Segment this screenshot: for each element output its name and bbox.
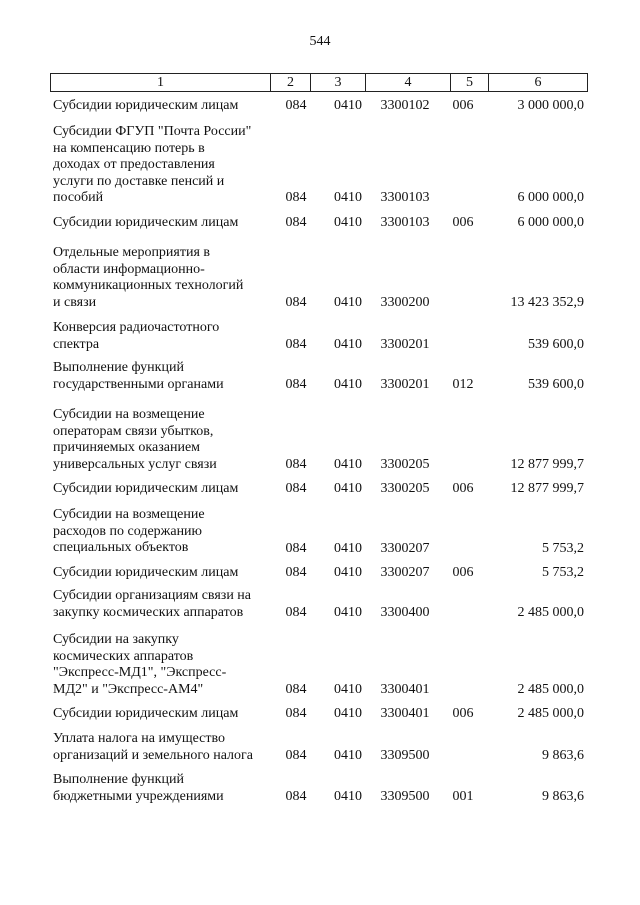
row-amount: 2 485 000,0 bbox=[517, 605, 584, 620]
row-section-code: 0410 bbox=[334, 748, 362, 763]
row-expense-type-code: 006 bbox=[452, 706, 474, 721]
row-target-article-code: 3300207 bbox=[380, 541, 430, 556]
row-department-code: 084 bbox=[285, 190, 307, 205]
row-section-code: 0410 bbox=[334, 541, 362, 556]
row-target-article-code: 3300400 bbox=[380, 605, 430, 620]
row-section-code: 0410 bbox=[334, 457, 362, 472]
row-amount: 6 000 000,0 bbox=[517, 190, 584, 205]
column-header-5: 5 bbox=[451, 74, 489, 92]
row-section-code: 0410 bbox=[334, 215, 362, 230]
column-header-2: 2 bbox=[271, 74, 311, 92]
row-department-code: 084 bbox=[285, 748, 307, 763]
row-department-code: 084 bbox=[285, 457, 307, 472]
row-target-article-code: 3300401 bbox=[380, 706, 430, 721]
row-item-name: Отдельные мероприятия в области информационно- коммуникационных технологий и связи bbox=[53, 245, 244, 310]
column-header-1: 1 bbox=[51, 74, 271, 92]
row-amount: 5 753,2 bbox=[542, 565, 584, 580]
row-item-name: Субсидии на возмещение операторам связи убытков, причиняемых оказанием универсальных услуг связи bbox=[53, 407, 217, 472]
row-target-article-code: 3309500 bbox=[380, 789, 430, 804]
row-amount: 2 485 000,0 bbox=[517, 706, 584, 721]
row-item-name: Субсидии организациям связи на закупку космических аппаратов bbox=[53, 588, 252, 620]
row-amount: 12 877 999,7 bbox=[510, 457, 584, 472]
row-item-name: Субсидии на возмещение расходов по содержанию специальных объектов bbox=[53, 507, 205, 556]
row-department-code: 084 bbox=[285, 337, 307, 352]
row-department-code: 084 bbox=[285, 98, 307, 113]
row-department-code: 084 bbox=[285, 565, 307, 580]
row-amount: 9 863,6 bbox=[542, 789, 584, 804]
row-item-name: Уплата налога на имущество организаций и земельного налога bbox=[53, 731, 253, 763]
row-item-name: Субсидии юридическим лицам bbox=[53, 706, 239, 721]
row-department-code: 084 bbox=[285, 541, 307, 556]
row-item-name: Выполнение функций государственными органами bbox=[53, 360, 224, 392]
row-section-code: 0410 bbox=[334, 682, 362, 697]
row-expense-type-code: 012 bbox=[452, 377, 474, 392]
row-section-code: 0410 bbox=[334, 377, 362, 392]
column-header-6: 6 bbox=[489, 74, 588, 92]
column-header-3: 3 bbox=[311, 74, 366, 92]
row-section-code: 0410 bbox=[334, 565, 362, 580]
row-amount: 5 753,2 bbox=[542, 541, 584, 556]
row-target-article-code: 3300201 bbox=[380, 377, 430, 392]
row-department-code: 084 bbox=[285, 295, 307, 310]
row-section-code: 0410 bbox=[334, 789, 362, 804]
row-expense-type-code: 006 bbox=[452, 481, 474, 496]
row-section-code: 0410 bbox=[334, 190, 362, 205]
row-amount: 12 877 999,7 bbox=[510, 481, 584, 496]
row-section-code: 0410 bbox=[334, 481, 362, 496]
row-target-article-code: 3300102 bbox=[380, 98, 430, 113]
row-section-code: 0410 bbox=[334, 295, 362, 310]
row-amount: 3 000 000,0 bbox=[517, 98, 584, 113]
row-target-article-code: 3300200 bbox=[380, 295, 430, 310]
row-amount: 13 423 352,9 bbox=[510, 295, 584, 310]
row-target-article-code: 3300401 bbox=[380, 682, 430, 697]
row-expense-type-code: 001 bbox=[452, 789, 474, 804]
page-number: 544 bbox=[309, 34, 331, 49]
row-department-code: 084 bbox=[285, 215, 307, 230]
row-item-name: Выполнение функций бюджетными учреждениями bbox=[53, 772, 224, 804]
row-target-article-code: 3300207 bbox=[380, 565, 430, 580]
row-expense-type-code: 006 bbox=[452, 215, 474, 230]
row-item-name: Субсидии юридическим лицам bbox=[53, 215, 239, 230]
row-target-article-code: 3309500 bbox=[380, 748, 430, 763]
row-target-article-code: 3300103 bbox=[380, 215, 430, 230]
row-department-code: 084 bbox=[285, 789, 307, 804]
row-target-article-code: 3300103 bbox=[380, 190, 430, 205]
row-department-code: 084 bbox=[285, 605, 307, 620]
row-item-name: Субсидии юридическим лицам bbox=[53, 481, 239, 496]
row-section-code: 0410 bbox=[334, 706, 362, 721]
row-target-article-code: 3300205 bbox=[380, 481, 430, 496]
row-item-name: Конверсия радиочастотного спектра bbox=[53, 320, 220, 352]
row-department-code: 084 bbox=[285, 682, 307, 697]
row-amount: 539 600,0 bbox=[528, 337, 584, 352]
row-amount: 6 000 000,0 bbox=[517, 215, 584, 230]
column-header-4: 4 bbox=[366, 74, 451, 92]
row-department-code: 084 bbox=[285, 481, 307, 496]
row-item-name: Субсидии юридическим лицам bbox=[53, 98, 239, 113]
row-amount: 2 485 000,0 bbox=[517, 682, 584, 697]
row-expense-type-code: 006 bbox=[452, 565, 474, 580]
row-section-code: 0410 bbox=[334, 337, 362, 352]
row-amount: 9 863,6 bbox=[542, 748, 584, 763]
row-department-code: 084 bbox=[285, 377, 307, 392]
row-amount: 539 600,0 bbox=[528, 377, 584, 392]
row-section-code: 0410 bbox=[334, 605, 362, 620]
row-target-article-code: 3300205 bbox=[380, 457, 430, 472]
row-department-code: 084 bbox=[285, 706, 307, 721]
row-section-code: 0410 bbox=[334, 98, 362, 113]
row-item-name: Субсидии на закупку космических аппаратов "Экспресс-МД1", "Экспресс- МД2" и "Экспресс-АМ4" bbox=[53, 632, 227, 697]
row-item-name: Субсидии юридическим лицам bbox=[53, 565, 239, 580]
row-expense-type-code: 006 bbox=[452, 98, 474, 113]
row-target-article-code: 3300201 bbox=[380, 337, 430, 352]
row-item-name: Субсидии ФГУП "Почта России" на компенсацию потерь в доходах от предоставления услуги по доставке пенсий и пособий bbox=[53, 124, 252, 206]
